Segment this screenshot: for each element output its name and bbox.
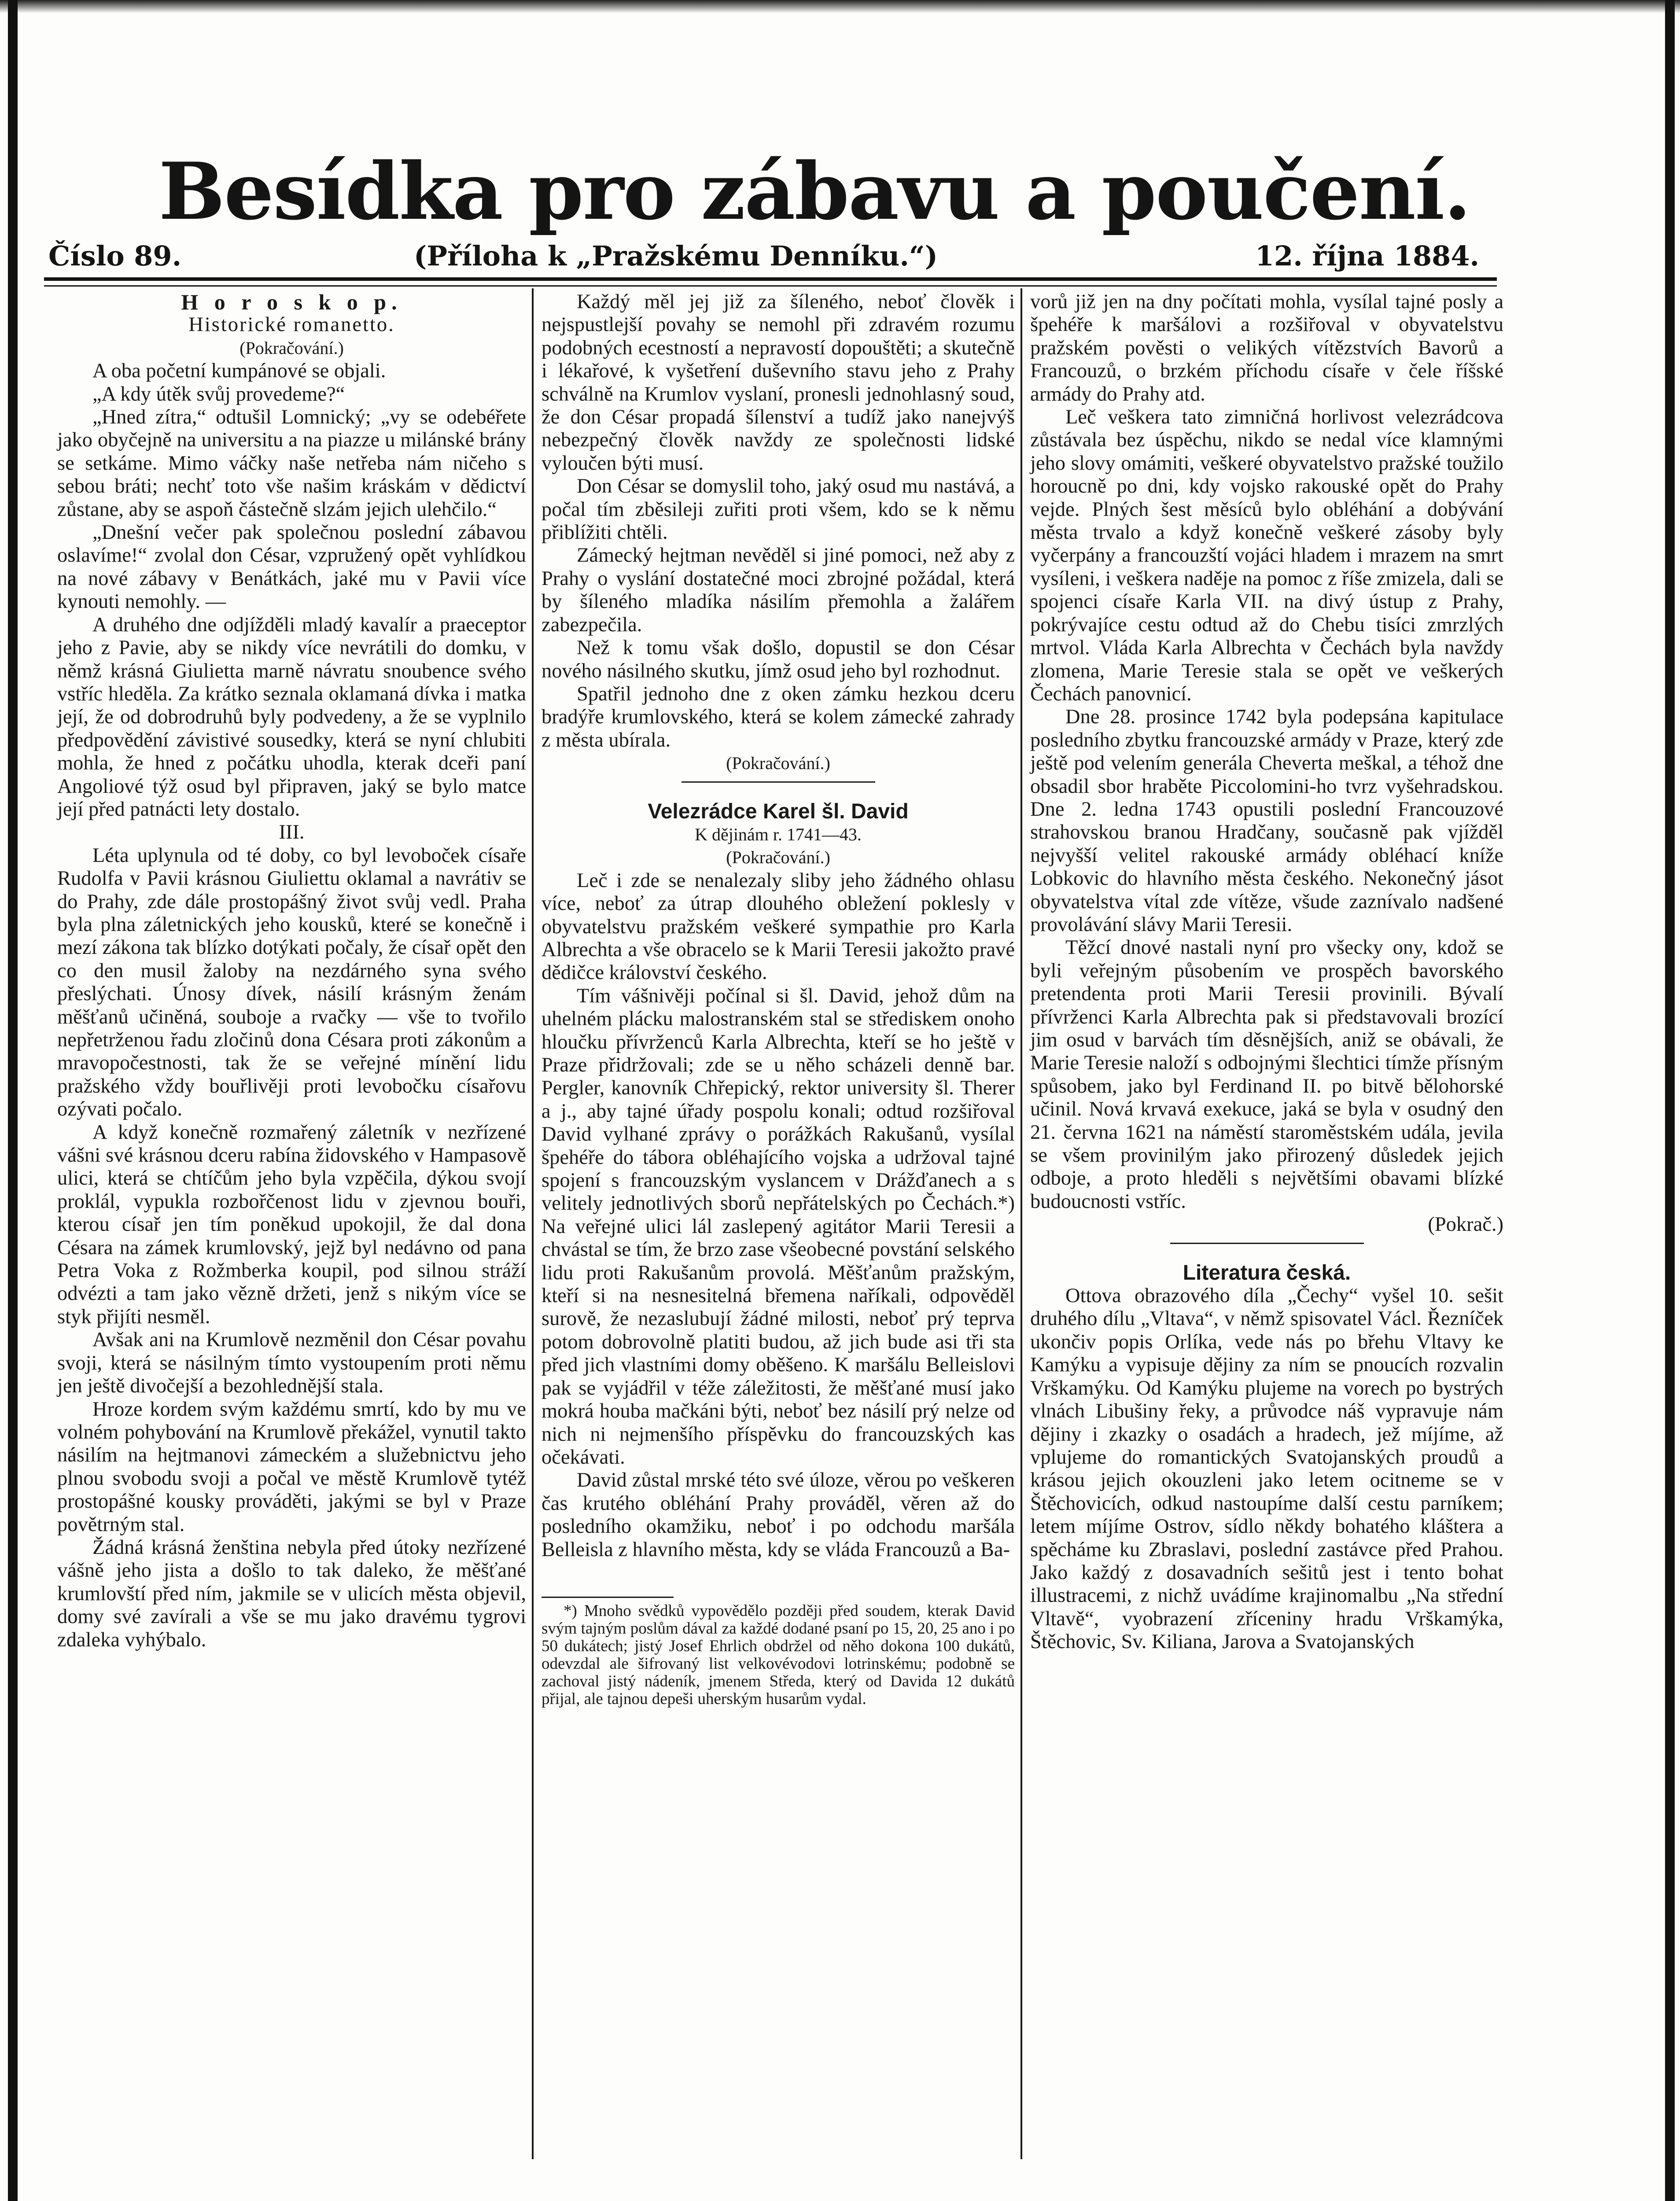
paragraph: Leč veškera tato zimničná horlivost velezrádcova zůstávala bez úspěchu, nikdo se nedal více klamnými jeho slovy omámiti, veškeré obyvatelstvo pražské toužilo horoucně po dni, kdy vojsko rakouské opět do Prahy vejde. Plných šest měsíců bylo obléhání a dobývání města trvalo a když konečně veškeré zásoby byly vyčerpány a francouzští vojáci hladem i mrazem na smrt vysíleni, i veškera naděje na pomoc z říše zmizela, dali se spojenci císaře Karla VII. na divý ústup z Prahy, pokrývajíce cestu odtud až do Chebu tisíci zmrzlých mrtvol. Vláda Karla Albrechta v Čechách byla navždy zlomena, Marie Teresie stala se opět ve veškerých Čechách panovnicí. <box>1030 406 1503 705</box>
continuation-note: (Pokračování.) <box>726 753 830 773</box>
supplement-note: (Příloha k „Pražskému Denníku.“) <box>414 240 938 272</box>
article-heading: Velezrádce Karel šl. David <box>648 799 909 823</box>
continuation-note: (Pokračování.) <box>726 847 830 868</box>
paragraph: Těžcí dnové nastali nyní pro všecky ony, kdož se byli veřejným působením ve prospěch bavorského pretendenta proti Marii Teresii provinili. Bývalí přívrženci Karla Albrechta pak si představovali brozící jim osud v barvách tím děsnějších, aniž se obávali, že Marie Teresie naloží s odbojnými šlechtici tímže přísným spůsobem, jako byl Ferdinand II. po bitvě bělohorské učinil. Nová krvavá exekuce, jaká se byla v osudný den 21. června 1621 na náměstí staroměstském udála, jevila se všem provinilým jako přirozený důsledek jejich odboje, a proto hleděli s největšími obavami blízké budoucnosti vstříc. <box>1030 936 1503 1213</box>
scan-left-edge <box>8 0 18 2201</box>
continuation-note: (Pokračování.) <box>239 338 344 358</box>
paragraph: Don César se domyslil toho, jaký osud mu nastává, a počal tím zběsileji zuřiti proti všem, kdo se k němu přiblížiti chtěli. <box>542 475 1015 544</box>
scan-right-edge <box>1665 0 1675 2201</box>
issue-number: Číslo 89. <box>48 240 182 272</box>
column-2 <box>542 291 1015 1708</box>
masthead-rule-thick <box>44 277 1497 281</box>
column-divider-2 <box>1021 288 1022 2159</box>
section-number: III. <box>279 821 305 844</box>
paragraph: Zámecký hejtman nevěděl si jiné pomoci, než aby z Prahy o vyslání dostatečné moci zbrojné požádal, která by šíleného mladíka násilím přemohla a žalářem zabezpečila. <box>542 544 1015 636</box>
paragraph: „Hned zítra,“ odtušil Lomnický; „vy se odebéřete jako obyčejně na universitu a na piazze u milánské brány se setkáme. Mimo váčky naše netřeba nám ničeho s sebou bráti; nechť toto vše našim kráskám v dědictví zůstane, aby se aspoň částečně slzám jejich ulehčilo.“ <box>57 406 526 521</box>
paragraph: Spatřil jednoho dne z oken zámku hezkou dceru bradýře krumlovského, která se kolem zámecké zahrady z města ubírala. <box>542 682 1015 751</box>
column-divider-1 <box>532 288 534 2159</box>
paragraph: Leč i zde se nenalezaly sliby jeho žádného ohlasu více, neboť za útrap dlouhého obležení poklesly v obyvatelstvu pražském veškeré sympathie pro Karla Albrechta a vše obracelo se k Marii Teresii jakožto pravé dědičce království českého. <box>542 869 1015 984</box>
column-3 <box>1030 291 1503 1654</box>
article-subheading: Historické romanetto. <box>188 313 395 336</box>
footnote-rule <box>542 1597 674 1598</box>
paragraph: Dne 28. prosince 1742 byla podepsána kapitulace posledního zbytku francouzské armády v Praze, který zde ještě pod velením generála Cheverta meškal, a téhož dne obsadil sbor hraběte Piccolomini-ho tvrz vyšehradskou. Dne 2. ledna 1743 opustili poslední Francouzové strahovskou branou Hradčany, současně pak vjížděl nejvyšší velitel rakouské armády obléhací kníže Lobkovic do hlavního města českého. Nekonečný jásot obyvatelstva vítal zde vítěze, všude zaznívalo nadšené provolávání slávy Marii Teresii. <box>1030 706 1503 936</box>
masthead-rule-thin <box>44 285 1497 287</box>
issue-date: 12. října 1884. <box>1255 240 1479 272</box>
paragraph: Každý měl jej již za šíleného, neboť člověk i nejspustlejší povahy se nemohl při zdravém rozumu podobných ecestností a nepravostí dopouštěti; a skutečně i lékařové, k vyšetření duševního stavu jeho z Prahy schválně na Krumlov vyslaní, pronesli jednohlasný soud, že don César propadá šílenství a tudíž jako nanejvýš nebezpečný člověk navždy ze společnosti lidské vyloučen býti musí. <box>542 291 1015 475</box>
masthead-subline <box>48 240 1479 275</box>
article-separator <box>682 781 875 783</box>
paragraph: „A kdy útěk svůj provedeme?“ <box>92 383 345 405</box>
paragraph: Tím vášnivěji počínal si šl. David, jehož dům na uhelném plácku malostranském stal se střediskem onoho hloučku přívrženců Karla Albrechta, kteří se ho ještě v Praze přidržovali; zde se u něho scházeli denně bar. Pergler, kanovník Chřepický, rektor university šl. Therer a j., aby tajné úřady pospolu konali; odtud rozšiřoval David vylhané zprávy o porážkách Rakušanů, vysílal špehéře do tábora obléhajícího vojska a udržoval tajné spojení s francouzským vyslancem v Drážďanech a s velitely jednotlivých sborů nepřátelských po Čechách.*) Na veřejné ulici lál zaslepený agitátor Marii Teresii a chvástal se tím, že brzo zase všeobecné povstání selského lidu proti Rakušanům provolá. Měšťanům pražským, kteří si na nesnesitelná břemena naříkali, odpověděl surově, že nezaslubují žádné milosti, neboť prý teprva potom dobrovolně platiti budou, až jich bude asi tři sta před jich vlastními domy oběšeno. K maršálu Belleislovi pak se vyjádřil v téže záležitosti, že měšťané musí jako mokrá houba mačkáni býti, neboť bez násilí prý nelze od nich ni nejmenšího příspěvku do francouzských kas očekávati. <box>542 984 1015 1469</box>
scan-top-edge <box>0 0 1680 13</box>
paragraph: Ottova obrazového díla „Čechy“ vyšel 10. sešit druhého dílu „Vltava“, v němž spisovatel Václ. Řezníček ukončiv popis Orlíka, vede nás po břehu Vltavy ke Kamýku a vypisuje dějiny za ním se pnoucích rozvalin Vrškamýku. Od Kamýku plujeme na vorech po bystrých vlnách Libušiny řeky, a průvodce náš vypravuje nám dějiny i zkazky o osadách a hradech, jež míjíme, až vplujeme do romantických Svatojanských proudů a krásou jejich okouzleni jako letem ocitneme se v Štěchovicích, odkud nastoupíme další cestu parníkem; letem míjíme Ostrov, sídlo někdy bohatého kláštera a spěcháme ku Zbraslavi, poslední zastávce před Prahou. Jako každý z dosavadních sešitů jest i tento bohat illustracemi, z nichž uvádíme krajinomalbu „Na střední Vltavě“, vyobrazení zříceniny hradu Vrškamýka, Štěchovic, Sv. Kiliana, Jarova a Svatojanských <box>1030 1285 1503 1653</box>
continuation-note: (Pokrač.) <box>1428 1213 1503 1236</box>
paragraph: Než k tomu však došlo, dopustil se don César nového násilného skutku, jímž osud jeho byl rozhodnut. <box>542 637 1015 682</box>
paragraph: Hroze kordem svým každému smrtí, kdo by mu ve volném pohybování na Krumlově překážel, vynutil takto násilím na hejtmanovi zámeckém a služebnictvu jeho plnou svobodu svoji a počal ve městě Krumlově tytéž prostopášné kousky prováděti, jakými se byl v Praze povětrným stal. <box>57 1398 526 1536</box>
article-subheading: K dějinám r. 1741—43. <box>695 824 862 844</box>
paragraph: Avšak ani na Krumlově nezměnil don César povahu svoji, která se násilným tímto vystoupením proti němu jen ještě divočejší a bezohlednější stala. <box>57 1329 526 1398</box>
paragraph: A oba početní kumpánové se objali. <box>92 360 386 383</box>
paragraph: Léta uplynula od té doby, co byl levoboček císaře Rudolfa v Pavii krásnou Giuliettu oklamal a navrátiv se do Prahy, zde dále prostopášný život svůj vedl. Praha byla plna záletnických jeho kousků, které se konečně i mezí zákona tak blízko dotýkati počaly, že císař opět den co den musil žaloby na nezdárného syna svého přeslýchati. Únosy dívek, násilí krásným ženám měšťanů učiněná, souboje a rvačky — vše to tvořilo nepřetrženou řadu zločinů dona Césara proti zákonům a mravopočestnosti, tak že se veřejné mínění lidu pražského vždy bouřlivěji proti levobočku císařovu ozývati počalo. <box>57 844 526 1121</box>
paragraph: A druhého dne odjížděli mladý kavalír a praeceptor jeho z Pavie, aby se nikdy více nevrátili do domku, v němž krásná Giulietta marně návratu snoubence svého vstříc hleděla. Za krátko seznala oklamaná dívka i matka její, že od dobrodruhů byly podvedeny, a že se vyplnilo předpovědění závistivé sousedky, která se nyní chlubiti mohla, že hned z počátku uhodla, kterak dceři paní Angoliové týž osud byl připraven, jaký se bylo matce její před patnácti lety dostalo. <box>57 613 526 821</box>
masthead-title: Besídka pro zábavu a poučení. <box>158 145 1470 237</box>
article-heading: H o r o s k o p. <box>181 290 402 314</box>
paragraph: „Dnešní večer pak společnou poslední zábavou oslavíme!“ zvolal don César, vzpružený opět vyhlídkou na nové zábavy v Benátkách, jaké mu v Pavii více kynouti nemohly. — <box>57 521 526 613</box>
paragraph: David zůstal mrské této své úloze, věrou po veškeren čas krutého obléhání Prahy prováděl, věren až do posledního okamžiku, neboť i po odchodu maršála Belleisla z hlavního města, kdy se vláda Francouzů a Ba- <box>542 1469 1015 1561</box>
paragraph: Žádná krásná ženština nebyla před útoky nezřízené vášně jeho jista a došlo to tak daleko, že měšťané krumlovští před ním, jakmile se v ulicích města objevil, domy své zavírali a vše se mu jako dravému tygrovi zdaleka vyhýbalo. <box>57 1536 526 1651</box>
paragraph: vorů již jen na dny počítati mohla, vysílal tajné posly a špehéře k maršálovi a rozšiřoval v obyvatelstvu pražském pověsti o velikých vítězstvích Bavorů a Francouzů, o brzkém příchodu císaře v čele říšské armády do Prahy atd. <box>1030 291 1503 405</box>
footnote: *) Mnoho svědků vypovědělo později před soudem, kterak David svým tajným poslům dával za každé dodané psaní po 15, 20, 25 ano i po 50 dukátech; jistý Josef Ehrlich obdržel od něho dokona 100 dukátů, odevzdal ale šifrovaný list velkovévodovi lotrinskému; podobně se zachoval jistý nádeník, jmenem Středa, který od Davida 12 dukátů přijal, ale tajnou depeši uherským husarům vydal. <box>542 1601 1015 1708</box>
article-heading: Literatura česká. <box>1183 1261 1351 1285</box>
article-separator <box>1170 1243 1364 1244</box>
paragraph: A když konečně rozmařený záletník v nezřízené vášni své krásnou dceru rabína židovského v Hampasově ulici, která se chtíčům jeho byla vzpěčila, dýkou svojí proklál, vypukla rozbořčenost lidu v zjevnou bouři, kterou císař jen tím poněkud upokojil, že dal dona Césara na zámek krumlovský, jejž byl nedávno od pana Petra Voka z Rožmberka koupil, pod silnou stráží odvézti a tam jako vězně držeti, jenž s nikým více se styk přijíti nesměl. <box>57 1121 526 1328</box>
column-1 <box>57 291 526 1652</box>
